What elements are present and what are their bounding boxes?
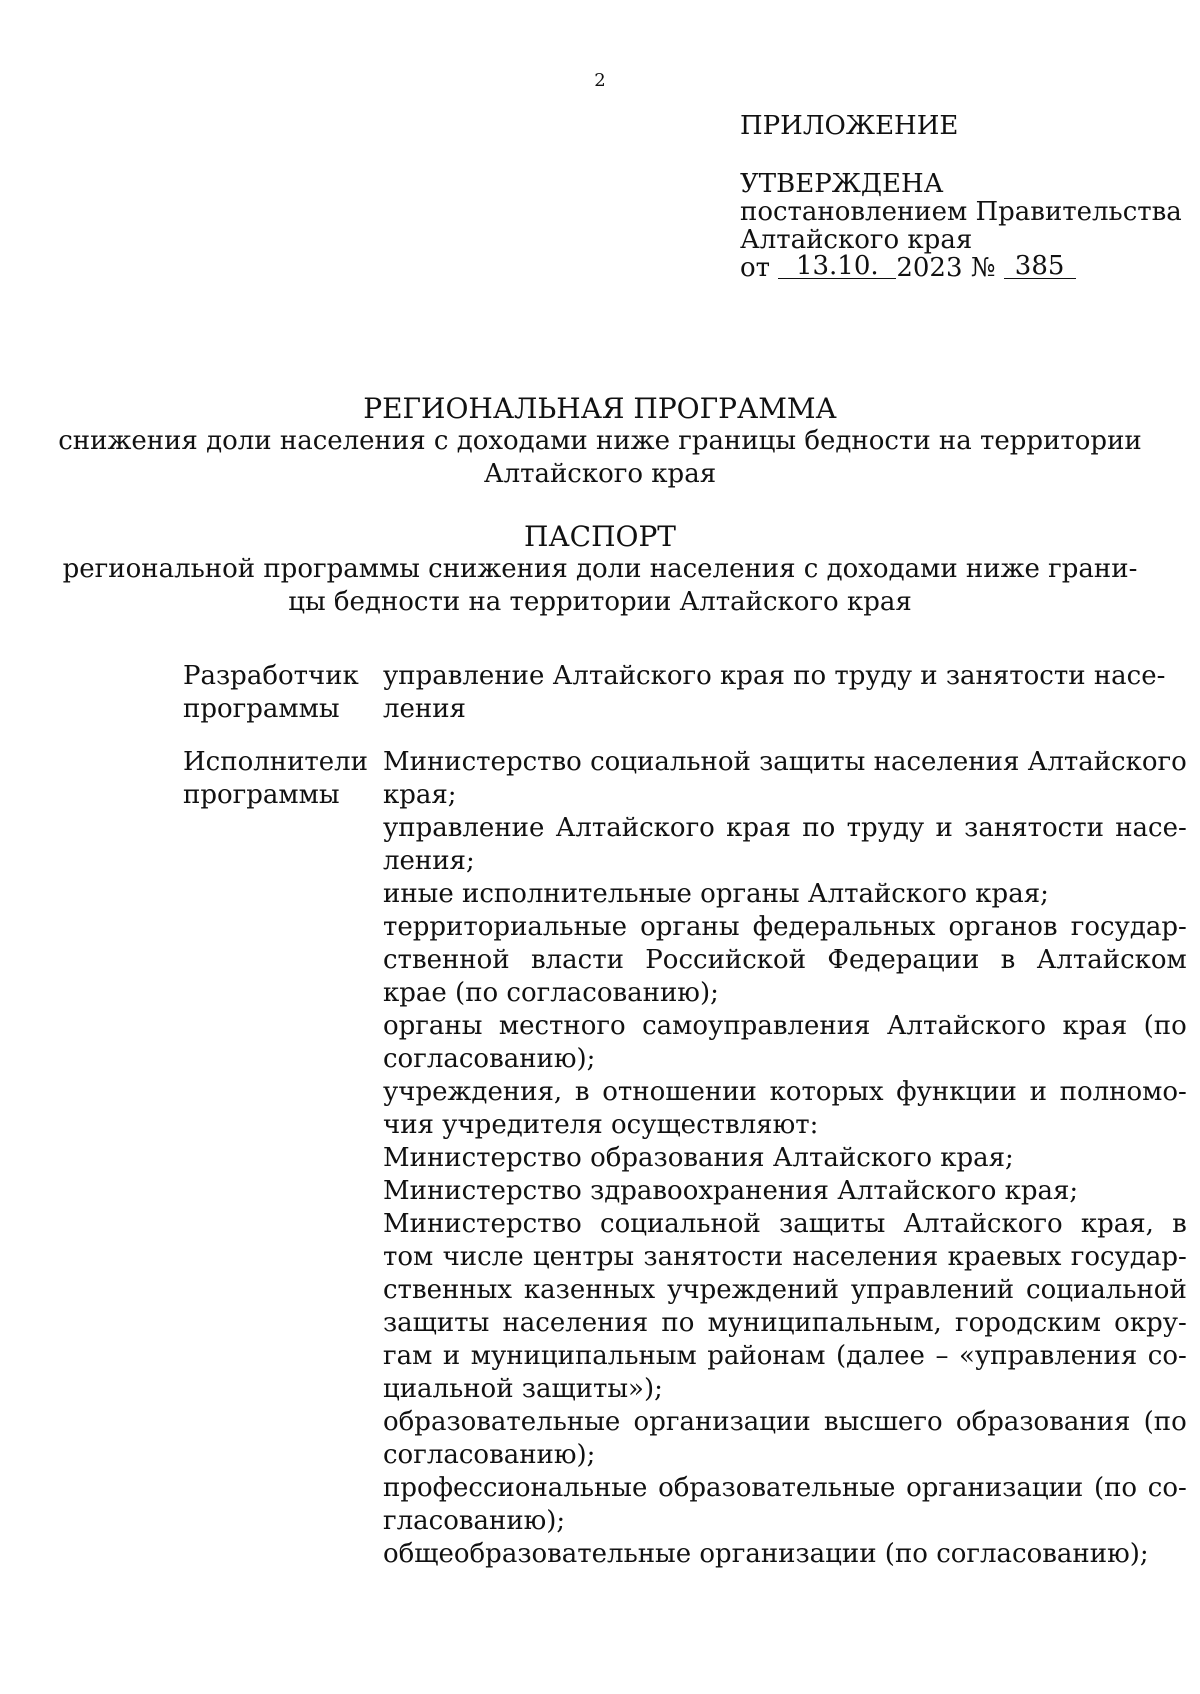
row-value-line: ления; bbox=[383, 846, 475, 876]
row-value-line: края; bbox=[383, 780, 457, 810]
row-value-line: ственных казенных учреждений управлений социальной bbox=[383, 1275, 1187, 1305]
row-value-line: чия учредителя осуществляют: bbox=[383, 1110, 819, 1140]
row-value-line: профессиональные образовательные организации (по со- bbox=[383, 1473, 1187, 1503]
row-label-line: программы bbox=[183, 780, 340, 810]
row-label-line: Разработчик bbox=[183, 661, 359, 691]
number-sign: № bbox=[970, 253, 996, 283]
row-value-line: учреждения, в отношении которых функции и полномо- bbox=[383, 1077, 1187, 1107]
approval-date-line bbox=[740, 251, 1182, 283]
row-value-line: циальной защиты»); bbox=[383, 1374, 663, 1404]
row-value-line: Министерство здравоохранения Алтайского края; bbox=[383, 1176, 1079, 1206]
row-value-line: Министерство социальной защиты населения Алтайского bbox=[383, 747, 1187, 777]
document-number: 385 bbox=[1004, 254, 1076, 279]
passport-row-value bbox=[383, 660, 1165, 726]
row-value-line: ственной власти Российской Федерации в Алтайском bbox=[383, 945, 1187, 975]
approval-block bbox=[740, 112, 1182, 282]
program-subtitle-line-1: снижения доли населения с доходами ниже границы бедности на территории bbox=[58, 426, 1142, 456]
date-prefix: от bbox=[740, 253, 771, 283]
program-title-block bbox=[0, 392, 1200, 491]
row-value-line: Министерство образования Алтайского края; bbox=[383, 1143, 1014, 1173]
row-value-line: иные исполнительные органы Алтайского края; bbox=[383, 879, 1049, 909]
passport-heading: ПАСПОРТ bbox=[524, 520, 676, 553]
approved-label: УТВЕРЖДЕНА bbox=[740, 169, 944, 199]
row-value-line: органы местного самоуправления Алтайского края (по bbox=[383, 1011, 1187, 1041]
passport-row-label bbox=[183, 746, 383, 1571]
row-label-line: Исполнители bbox=[183, 747, 369, 777]
row-value-line: территориальные органы федеральных органов государ- bbox=[383, 912, 1187, 942]
row-value-line: Министерство социальной защиты Алтайского края, в bbox=[383, 1209, 1187, 1239]
passport-title-block bbox=[0, 520, 1200, 619]
row-value-line: ления bbox=[383, 694, 466, 724]
date-day-month: 13.10. bbox=[778, 254, 896, 279]
approved-by-line-1: постановлением Правительства bbox=[740, 197, 1182, 227]
passport-row-value bbox=[383, 746, 1187, 1571]
passport-row bbox=[183, 660, 1166, 726]
row-value-line: образовательные организации высшего образования (по bbox=[383, 1407, 1187, 1437]
row-label-line: программы bbox=[183, 694, 340, 724]
row-value-line: управление Алтайского края по труду и занятости насе- bbox=[383, 813, 1187, 843]
row-value-line: гласованию); bbox=[383, 1506, 566, 1536]
row-value-line: защиты населения по муниципальным, городским окру- bbox=[383, 1308, 1187, 1338]
program-subtitle-line-2: Алтайского края bbox=[483, 459, 717, 489]
program-heading: РЕГИОНАЛЬНАЯ ПРОГРАММА bbox=[363, 392, 837, 425]
passport-subtitle-line-1: региональной программы снижения доли населения с доходами ниже грани- bbox=[62, 554, 1138, 584]
row-value-line: управление Алтайского края по труду и занятости насе- bbox=[383, 661, 1166, 691]
row-value-line: гам и муниципальным районам (далее – «управления со- bbox=[383, 1341, 1187, 1371]
date-year: 2023 bbox=[896, 253, 963, 283]
row-value-line: согласованию); bbox=[383, 1044, 596, 1074]
passport-subtitle-line-2: цы бедности на территории Алтайского края bbox=[288, 587, 912, 617]
page-number: 2 bbox=[594, 70, 606, 91]
row-value-line: общеобразовательные организации (по согласованию); bbox=[383, 1539, 1149, 1569]
row-value-line: крае (по согласованию); bbox=[383, 978, 719, 1008]
approved-by-line-2: Алтайского края bbox=[740, 225, 973, 255]
row-value-line: согласованию); bbox=[383, 1440, 596, 1470]
passport-row-label bbox=[183, 660, 383, 726]
row-value-line: том числе центры занятости населения краевых государ- bbox=[383, 1242, 1187, 1272]
passport-table bbox=[183, 660, 1187, 1571]
passport-row bbox=[183, 746, 1187, 1571]
appendix-label: ПРИЛОЖЕНИЕ bbox=[740, 111, 959, 141]
